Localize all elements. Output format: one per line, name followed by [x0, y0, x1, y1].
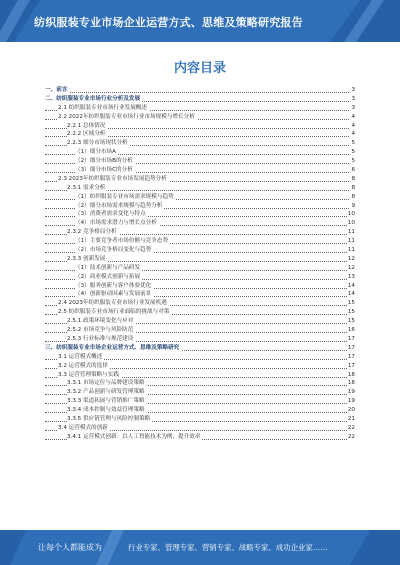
toc-entry[interactable] — [45, 193, 355, 202]
toc-entry[interactable] — [45, 371, 355, 380]
toc-entry[interactable] — [45, 282, 355, 291]
toc-entry-page-number: 15 — [347, 300, 355, 307]
toc-entry[interactable] — [45, 317, 355, 326]
toc-entry-page-number: 15 — [347, 318, 355, 325]
toc-entry-label: （2）细分市场需求规模与趋势分析 — [75, 202, 163, 209]
toc-entry[interactable] — [45, 95, 355, 104]
toc-entry-page-number: 20 — [347, 407, 355, 414]
toc-entry-label: 2.4 2023年纺织服装专业市场行业发展机遇 — [58, 300, 167, 307]
toc-entry-page-number: 11 — [347, 238, 355, 245]
toc-entry[interactable] — [45, 353, 355, 362]
toc-entry-label: 2.3.3 创新发展 — [67, 255, 106, 262]
toc-entry[interactable] — [45, 308, 355, 317]
toc-entry-page-number: 17 — [347, 344, 355, 351]
toc-heading: 内容目录 — [173, 61, 226, 76]
toc-entry-label: （2）细分市场B的分析 — [75, 158, 133, 165]
toc-entry-label: （1）主要竞争者市场份额与竞争态势 — [75, 238, 169, 245]
toc-entry-page-number: 19 — [347, 389, 355, 396]
toc-entry[interactable] — [45, 379, 355, 388]
toc-leader-dots — [45, 92, 355, 93]
toc-entry-page-number: 4 — [351, 113, 355, 120]
toc-entry[interactable] — [45, 335, 355, 344]
header-band — [0, 0, 400, 42]
toc-entry-label: 3.3.1 市场定位与品牌建设策略 — [67, 380, 145, 387]
toc-entry-label: 2.3.2 竞争格局分析 — [67, 229, 117, 236]
toc-entry[interactable] — [45, 344, 355, 353]
toc-entry-label: 2.1 纺织服装专业市场行业发展概述 — [58, 104, 147, 111]
toc-entry[interactable] — [45, 157, 355, 166]
toc-entry-label: 3.4 运营模式的创新 — [58, 424, 108, 431]
toc-entry-label: 2.5.1 政策环境变化与应对 — [67, 318, 134, 325]
toc-entry[interactable] — [45, 228, 355, 237]
toc-entry-label: 2.2.2 区域分析 — [67, 131, 106, 138]
toc-entry-label: 一、前言 — [45, 87, 68, 93]
toc-entry-page-number: 22 — [347, 433, 355, 440]
toc-entry-page-number: 14 — [347, 291, 355, 298]
toc-entry[interactable] — [45, 104, 355, 113]
toc-entry-page-number: 5 — [351, 140, 355, 147]
toc-entry-page-number: 18 — [347, 380, 355, 387]
toc-entry[interactable] — [45, 433, 355, 442]
toc-entry-label: （2）商业模式创新与拓展 — [75, 273, 141, 280]
toc-entry-page-number: 19 — [347, 398, 355, 405]
toc-entry-label: 三、纺织服装专业市场企业运营方式、思维及策略研究 — [45, 344, 180, 351]
toc-entry[interactable] — [45, 290, 355, 299]
toc-entry[interactable] — [45, 424, 355, 433]
toc-entry-page-number: 4 — [351, 131, 355, 138]
toc-entry-label: 2.5.3 行业标准与规范建设 — [67, 335, 134, 342]
toc-entry-page-number: 12 — [347, 264, 355, 271]
toc-entry-label: （1）技术创新与产品研发 — [75, 264, 141, 271]
toc-entry[interactable] — [45, 202, 355, 211]
toc-entry-label: 二、纺织服装专业市场行业分析及发展 — [45, 95, 141, 102]
toc-entry-label: 2.3.1 需求分析 — [67, 184, 106, 191]
toc-entry-label: （3）消费者需求变化与特点 — [75, 211, 146, 218]
toc-entry-page-number: 4 — [351, 122, 355, 129]
toc-entry[interactable] — [45, 326, 355, 335]
toc-entry-page-number: 5 — [351, 158, 355, 165]
toc-entry-label: （4）市场需求潜力与增长点分析 — [75, 220, 157, 227]
toc-entry[interactable] — [45, 273, 355, 282]
toc-entry-page-number: 9 — [351, 202, 355, 209]
toc-entry[interactable] — [45, 219, 355, 228]
toc-entry-page-number: 17 — [347, 353, 355, 360]
toc-entry-page-number: 11 — [347, 229, 355, 236]
toc-entry[interactable] — [45, 210, 355, 219]
toc-entry-page-number: 10 — [347, 220, 355, 227]
toc-entry-page-number: 22 — [347, 424, 355, 431]
toc-entry-label: （1）细分市场A — [75, 149, 116, 156]
toc-entry-page-number: 8 — [351, 193, 355, 200]
toc-entry-label: 3.3.2 产品创新与研发管理策略 — [67, 389, 145, 396]
toc-entry[interactable] — [45, 362, 355, 371]
toc-entry-page-number: 3 — [351, 95, 355, 102]
toc-entry-label: （2）市场竞争格局变化与趋势 — [75, 247, 152, 254]
toc-entry[interactable] — [45, 246, 355, 255]
toc-entry-label: 2.5.2 市场竞争与风险防范 — [67, 327, 134, 334]
toc-entry-page-number: 13 — [347, 273, 355, 280]
toc-entry-label: 3.3.5 供应链管理与风险控制策略 — [67, 415, 151, 422]
toc-entry[interactable] — [45, 184, 355, 193]
toc-entry[interactable] — [45, 130, 355, 139]
toc-entry[interactable] — [45, 299, 355, 308]
toc-entry-page-number: 17 — [347, 335, 355, 342]
toc-entry-page-number: 11 — [347, 247, 355, 254]
toc-entry-label: 3.3.4 成本控制与效益管理策略 — [67, 407, 145, 414]
toc-entry-page-number: 17 — [347, 362, 355, 369]
toc-entry-label: （1）纺织服装专业市场需求规模与趋势 — [75, 193, 174, 200]
toc-entry-label: 2.2.1 总体情况 — [67, 122, 106, 129]
toc-entry[interactable] — [45, 113, 355, 122]
toc-entry-label: （3）细分市场C的分析 — [75, 167, 133, 174]
toc-entry-label: 2.2.3 细分市场现状分析 — [67, 140, 128, 147]
toc-entry-page-number: 10 — [347, 211, 355, 218]
toc-entry-label: 3.1 运营模式概述 — [58, 353, 103, 360]
toc-entry-page-number: 12 — [347, 255, 355, 262]
toc-entry-label: 3.3 运营管理策略与实践 — [58, 371, 120, 378]
toc-entry-label: 3.3.3 渠道拓展与营销推广策略 — [67, 398, 145, 405]
toc-entry-page-number: 8 — [351, 184, 355, 191]
toc-entry[interactable] — [45, 397, 355, 406]
footer-band — [0, 530, 400, 565]
toc-entry-page-number: 21 — [347, 415, 355, 422]
toc-entry[interactable] — [45, 86, 355, 95]
toc-entry[interactable] — [45, 122, 355, 131]
toc-entry[interactable] — [45, 415, 355, 424]
toc-entry-label: （3）服务创新与客户体验优化 — [75, 282, 152, 289]
report-title: 纺织服装专业市场企业运营方式、思维及策略研究报告 — [34, 16, 303, 29]
toc-entry[interactable] — [45, 255, 355, 264]
toc-entry[interactable] — [45, 388, 355, 397]
toc-entry[interactable] — [45, 264, 355, 273]
toc-entry[interactable] — [45, 237, 355, 246]
toc-entry-page-number: 15 — [347, 309, 355, 316]
toc-entry[interactable] — [45, 148, 355, 157]
toc-entry-label: 3.4.1 运营模式创新：以人工智能技术为例，提升效率 — [67, 433, 201, 440]
toc-entry-page-number: 16 — [347, 327, 355, 334]
toc-entry-label: 2.2 2022年纺织服装专业市场行业市场规模与增长分析 — [58, 113, 195, 120]
toc-entry[interactable] — [45, 406, 355, 415]
table-of-contents — [45, 86, 355, 442]
toc-entry-page-number: 18 — [347, 371, 355, 378]
toc-entry-page-number: 14 — [347, 282, 355, 289]
toc-entry-label: 2.5 纺织服装专业市场行业面临的挑战与对策 — [58, 309, 170, 316]
toc-entry-page-number: 3 — [351, 87, 355, 93]
footer-slogan: 让每个人都能成为 — [38, 543, 102, 552]
toc-entry-label: 2.3 2023年纺织服装专业市场发展趋势分析 — [58, 175, 167, 182]
toc-entry[interactable] — [45, 139, 355, 148]
toc-entry[interactable] — [45, 166, 355, 175]
toc-entry-label: 3.2 运营模式的选择 — [58, 362, 108, 369]
toc-entry-page-number: 8 — [351, 175, 355, 182]
footer-tagline: 行业专家、管理专家、营销专家、战略专家、成功企业家…… — [128, 543, 328, 552]
toc-entry-page-number: 3 — [351, 104, 355, 111]
toc-entry-page-number: 6 — [351, 167, 355, 174]
toc-entry[interactable] — [45, 175, 355, 184]
toc-entry-page-number: 5 — [351, 149, 355, 156]
toc-entry-label: （4）创新驱动因素与发展前景 — [75, 291, 152, 298]
